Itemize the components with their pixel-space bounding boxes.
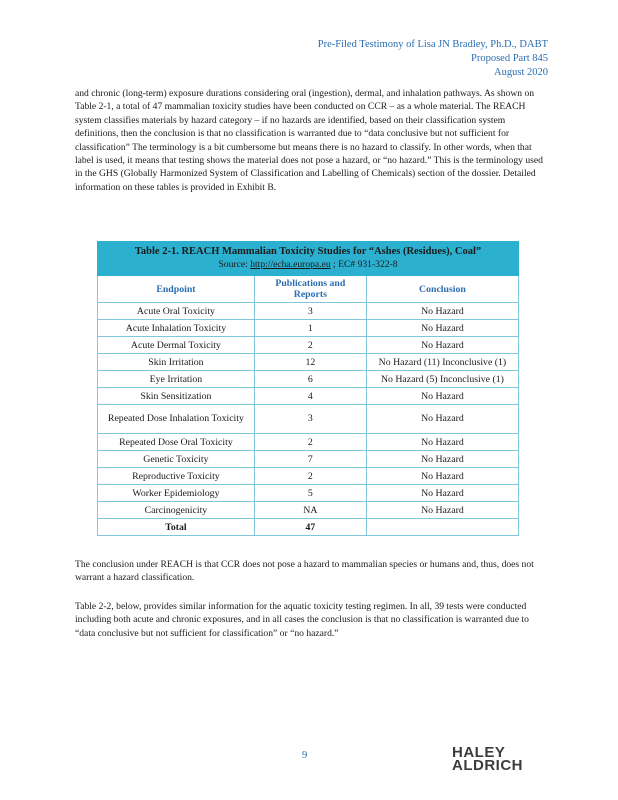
conclusion-cell: No Hazard (366, 388, 518, 405)
mammalian-toxicity-table-container (97, 241, 519, 536)
table-row (98, 451, 519, 468)
count-cell: NA (254, 502, 366, 519)
table-title: Table 2-1. REACH Mammalian Toxicity Studies for “Ashes (Residues), Coal” (134, 246, 482, 257)
table-total-row (98, 519, 519, 536)
table-row (98, 371, 519, 388)
haley-aldrich-logo (452, 746, 523, 772)
table-row (98, 468, 519, 485)
conclusion-cell: No Hazard (366, 405, 518, 434)
conclusion-cell: No Hazard (366, 320, 518, 337)
table-row (98, 388, 519, 405)
table-row (98, 434, 519, 451)
count-cell: 2 (254, 337, 366, 354)
endpoint-cell: Eye Irritation (98, 371, 255, 388)
total-label-cell: Total (98, 519, 255, 536)
table-row (98, 502, 519, 519)
count-cell: 12 (254, 354, 366, 371)
document-header (318, 38, 548, 80)
count-cell: 3 (254, 303, 366, 320)
endpoint-cell: Skin Sensitization (98, 388, 255, 405)
table-source (102, 258, 514, 271)
endpoint-cell: Repeated Dose Oral Toxicity (98, 434, 255, 451)
conclusion-cell: No Hazard (366, 434, 518, 451)
conclusion-cell: No Hazard (366, 303, 518, 320)
endpoint-cell: Skin Irritation (98, 354, 255, 371)
count-cell: 2 (254, 434, 366, 451)
conclusion-cell: No Hazard (366, 468, 518, 485)
count-cell: 2 (254, 468, 366, 485)
header-date-line: August 2020 (494, 67, 548, 78)
mammalian-toxicity-table (97, 241, 519, 536)
endpoint-cell: Worker Epidemiology (98, 485, 255, 502)
table-row (98, 303, 519, 320)
endpoint-cell: Acute Oral Toxicity (98, 303, 255, 320)
total-empty-cell (366, 519, 518, 536)
endpoint-cell: Acute Inhalation Toxicity (98, 320, 255, 337)
conclusion-cell: No Hazard (366, 337, 518, 354)
logo-line-2: ALDRICH (452, 757, 523, 774)
paragraph-aquatic-toxicity: Table 2-2, below, provides similar information for the aquatic toxicity testing regimen. In all, 39 tests were conducted including both acute and chronic exposures, and in all cases the conclusion is that no classification is warranted due to “data conclusive but not sufficient for classification” or “no hazard.” (75, 601, 529, 639)
table-row (98, 485, 519, 502)
table-title-cell (98, 242, 519, 276)
count-cell: 3 (254, 405, 366, 434)
conclusion-cell: No Hazard (11) Inconclusive (1) (366, 354, 518, 371)
echa-source-link[interactable]: http://echa.europa.eu (250, 259, 331, 270)
count-cell: 4 (254, 388, 366, 405)
column-header-conclusion: Conclusion (366, 276, 518, 303)
table-source-prefix: Source: (218, 259, 251, 270)
endpoint-cell: Reproductive Toxicity (98, 468, 255, 485)
endpoint-cell: Repeated Dose Inhalation Toxicity (98, 405, 255, 434)
column-header-publications: Publications and Reports (254, 276, 366, 303)
count-cell: 1 (254, 320, 366, 337)
header-part-line: Proposed Part 845 (471, 53, 548, 64)
conclusion-cell: No Hazard (366, 485, 518, 502)
paragraph-reach-conclusion: The conclusion under REACH is that CCR does not pose a hazard to mammalian species or humans and, thus, does not warrant a hazard classification. (75, 559, 534, 584)
endpoint-cell: Acute Dermal Toxicity (98, 337, 255, 354)
page-number: 9 (302, 750, 308, 761)
endpoint-cell: Genetic Toxicity (98, 451, 255, 468)
logo-line-1: HALEY (452, 744, 506, 761)
table-row (98, 337, 519, 354)
column-header-endpoint: Endpoint (98, 276, 255, 303)
count-cell: 7 (254, 451, 366, 468)
paragraph-mammalian-studies: and chronic (long-term) exposure durations considering oral (ingestion), dermal, and inhalation pathways. As shown on Table 2-1, a total of 47 mammalian toxicity studies have been conducted on CCR – as a whole material. The REACH system classifies materials by hazard category – if no hazards are identified, based on their classification system definitions, then the conclusion is that no classification is warranted due to “data conclusive but not sufficient for classification” The terminology is a bit cumbersome but means there is no hazard to classify. In other words, when that label is used, it means that testing shows the material does not pose a hazard, or “no hazard.” This is the terminology used in the GHS (Globally Harmonized System of Classification and Labelling of Chemicals) section of the dossier. Detailed information on these tables is provided in Exhibit B. (75, 88, 543, 193)
table-row (98, 354, 519, 371)
count-cell: 5 (254, 485, 366, 502)
count-cell: 6 (254, 371, 366, 388)
header-testimony-line: Pre-Filed Testimony of Lisa JN Bradley, Ph.D., DABT (317, 39, 548, 50)
table-source-suffix: ; EC# 931-322-8 (330, 259, 398, 270)
endpoint-cell: Carcinogenicity (98, 502, 255, 519)
conclusion-cell: No Hazard (5) Inconclusive (1) (366, 371, 518, 388)
total-value-cell: 47 (254, 519, 366, 536)
conclusion-cell: No Hazard (366, 502, 518, 519)
conclusion-cell: No Hazard (366, 451, 518, 468)
table-row (98, 320, 519, 337)
table-row (98, 405, 519, 434)
